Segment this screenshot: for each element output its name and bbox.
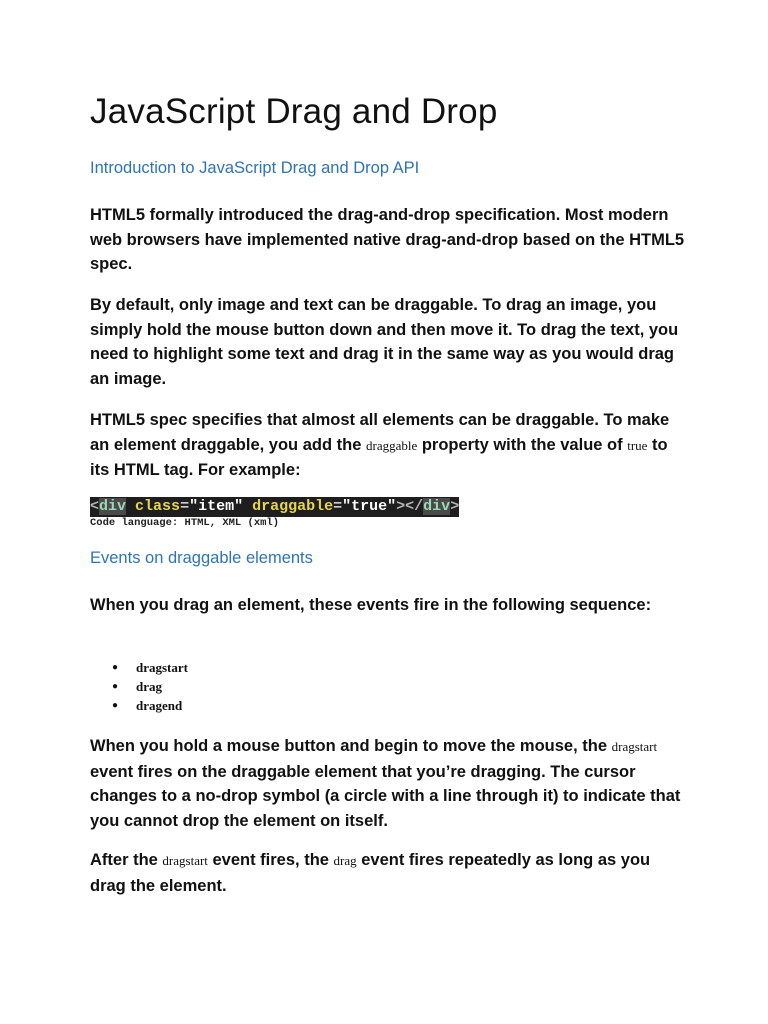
text-segment: event fires, the	[207, 851, 334, 869]
code-token-attr-class: class	[135, 498, 181, 515]
code-token-gt: >	[450, 498, 460, 515]
list-item	[112, 677, 188, 696]
list-item-label: dragend	[136, 698, 183, 713]
inline-code-dragstart: dragstart	[611, 739, 658, 754]
paragraph-event-sequence: When you drag an element, these events fire in the following sequence:	[90, 596, 652, 614]
paragraph-dragstart	[90, 734, 690, 833]
paragraph-draggable-attribute	[90, 408, 690, 483]
events-heading: Events on draggable elements	[90, 549, 313, 567]
text-segment: property with the value of	[417, 435, 628, 454]
code-token-tag: div	[99, 498, 127, 515]
text-segment: event fires repeatedly as long as you drag the element.	[90, 851, 651, 895]
bullet-icon: ●	[112, 681, 119, 692]
inline-code-dragstart: dragstart	[162, 853, 208, 868]
code-token-value-true: "true"	[342, 498, 397, 515]
inline-code-draggable: draggable	[365, 437, 418, 453]
text-segment: to its HTML tag. For example:	[90, 435, 668, 479]
code-token-eq: =	[180, 498, 190, 515]
list-item-label: drag	[136, 679, 162, 694]
code-token-value-item: "item"	[189, 498, 244, 515]
page-title: JavaScript Drag and Drop	[90, 92, 498, 131]
list-item-label: dragstart	[136, 660, 188, 675]
text-segment: After the	[90, 851, 163, 869]
code-language-label: Code language: HTML, XML (xml)	[90, 517, 280, 529]
paragraph-intro: HTML5 formally introduced the drag-and-drop specification. Most modern web browsers have implemented native drag-and-drop based on the HTML5 spec.	[90, 206, 685, 273]
intro-heading: Introduction to JavaScript Drag and Drop API	[90, 159, 420, 177]
code-token-attr-draggable: draggable	[252, 498, 334, 515]
paragraph-drag-event	[90, 848, 690, 898]
text-segment: HTML5 spec specifies that almost all elements can be draggable. To make an element draggable, you add the	[90, 411, 670, 454]
inline-code-true: true	[627, 437, 648, 453]
code-example	[90, 497, 459, 517]
events-list	[112, 658, 188, 715]
bullet-icon: ●	[112, 700, 119, 711]
code-token-close: ></	[396, 498, 424, 515]
bullet-icon: ●	[112, 662, 119, 673]
code-token-eq: =	[333, 498, 343, 515]
code-token-closing-tag: div	[423, 498, 451, 515]
text-segment: event fires on the draggable element that you’re dragging. The cursor changes to a no-drop symbol (a circle with a line through it) to indicate that you cannot drop the element on itself.	[90, 762, 681, 830]
list-item	[112, 658, 188, 677]
inline-code-drag: drag	[333, 853, 357, 868]
paragraph-default-draggable: By default, only image and text can be draggable. To drag an image, you simply hold the mouse button down and then move it. To drag the text, you need to highlight some text and drag it in the same way as you would drag an image.	[90, 296, 679, 388]
list-item	[112, 696, 188, 715]
text-segment: When you hold a mouse button and begin to move the mouse, the	[90, 737, 612, 755]
code-token-lt: <	[90, 498, 100, 515]
